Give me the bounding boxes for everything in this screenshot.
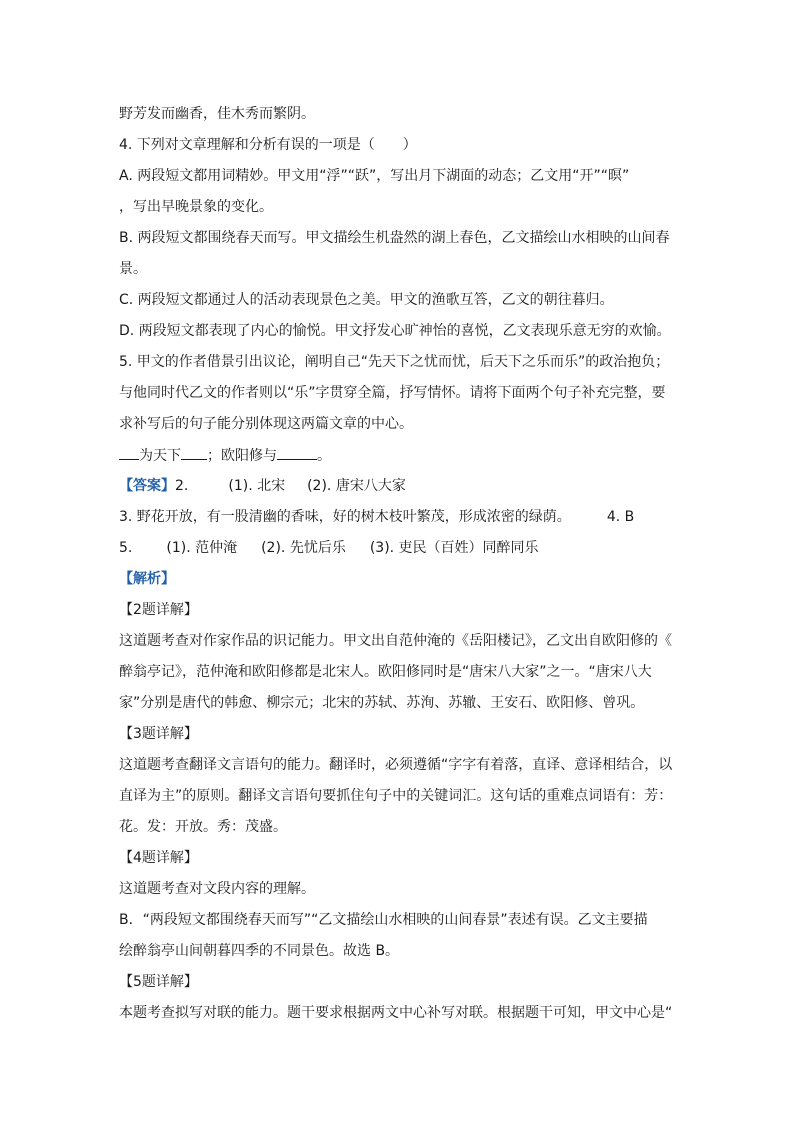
analysis-q3-line: 花。发：开放。秀：茂盛。 (119, 819, 287, 835)
section-q3-heading: 【3题详解】 (119, 726, 198, 742)
answer-q4: 4. B (606, 509, 635, 525)
answer-line-2 (119, 507, 679, 527)
question-5-stem: 5. 甲文的作者借景引出议论，阐明自己“先天下之忧而忧，后天下之乐而乐”的政治抱负； (119, 354, 670, 370)
question-4-option-d: D. 两段短文都表现了内心的愉悦。甲文抒发心旷神怡的喜悦，乙文表现乐意无穷的欢愉。 (119, 323, 671, 339)
answer-q5-part2: (2). 先忧后乐 (261, 540, 346, 556)
analysis-q2-line: 这道题考查对作家作品的识记能力。甲文出自范仲淹的《岳阳楼记》，乙文出自欧阳修的《 (119, 633, 672, 649)
answer-line-3 (119, 538, 679, 558)
answer-q5-part3: (3). 吏民（百姓）同醉同乐 (369, 540, 539, 556)
answer-q2-part2: (2). 唐宋八大家 (307, 478, 406, 494)
answer-q2-part1: (1). 北宋 (228, 478, 286, 494)
section-q5-heading: 【5题详解】 (119, 974, 198, 990)
analysis-q4-line: B．“两段短文都围绕春天而写”“乙文描绘山水相映的山间春景”表述有误。乙文主要描 (119, 912, 648, 928)
section-q4-heading: 【4题详解】 (119, 850, 198, 866)
answer-q3: 3. 野花开放，有一股清幽的香味，好的树木枝叶繁茂，形成浓密的绿荫。 (119, 509, 571, 525)
analysis-q4-line: 绘醉翁亭山间朝暮四季的不同景色。故选 B。 (119, 943, 400, 959)
question-4-option-c: C. 两段短文都通过人的活动表现景色之美。甲文的渔歌互答，乙文的朝往暮归。 (119, 292, 614, 308)
analysis-q4-line: 这道题考查对文段内容的理解。 (119, 881, 315, 897)
fill-text-1: 为天下 (139, 448, 181, 464)
question-4-stem: 4. 下列对文章理解和分析有误的一项是（ ） (119, 137, 417, 153)
question-4-option-b: B. 两段短文都围绕春天而写。甲文描绘生机盎然的湖上春色，乙文描绘山水相映的山间春 (119, 230, 670, 246)
analysis-q5-line: 本题考查拟写对联的能力。题干要求根据两文中心补写对联。根据题干可知，甲文中心是“ (119, 1005, 673, 1021)
answer-q2-number: 2. (175, 478, 189, 494)
fill-text-3: 。 (317, 448, 331, 464)
fill-blank-2 (181, 445, 207, 460)
question-5-stem-cont: 与他同时代乙文的作者则以“乐”字贯穿全篇，抒写情怀。请将下面两个句子补充完整，要 (119, 385, 666, 401)
analysis-q3-line: 这道题考查翻译文言语句的能力。翻译时，必须遵循“字字有着落，直译、意译相结合，以 (119, 757, 673, 773)
question-4-option-a: A. 两段短文都用词精妙。甲文用“浮”“跃”，写出月下湖面的动态；乙文用“开”“暝” (119, 168, 630, 184)
answer-line-1 (119, 476, 679, 496)
question-5-fill-line (119, 445, 679, 466)
passage-line: 野芳发而幽香，佳木秀而繁阴。 (119, 106, 315, 122)
answer-tag: 【答案】 (119, 478, 175, 494)
analysis-tag: 【解析】 (119, 571, 175, 587)
answer-q5-part1: (1). 范仲淹 (166, 540, 238, 556)
section-q2-heading: 【2题详解】 (119, 602, 198, 618)
question-4-option-b-cont: 景。 (119, 261, 147, 277)
fill-blank-3 (277, 445, 317, 460)
answer-q5-number: 5. (119, 540, 133, 556)
fill-text-2: ；欧阳修与 (207, 448, 277, 464)
analysis-q2-line: 醉翁亭记》，范仲淹和欧阳修都是北宋人。欧阳修同时是“唐宋八大家”之一。“唐宋八大 (119, 664, 652, 680)
question-4-option-a-cont: ，写出早晚景象的变化。 (119, 199, 273, 215)
analysis-q2-line: 家”分别是唐代的韩愈、柳宗元；北宋的苏轼、苏洵、苏辙、王安石、欧阳修、曾巩。 (119, 695, 645, 711)
fill-blank-1 (119, 445, 139, 460)
analysis-q3-line: 直译为主”的原则。翻译文言语句要抓住句子中的关键词汇。这句话的重难点词语有：芳： (119, 788, 673, 804)
question-5-stem-end: 求补写后的句子能分别体现这两篇文章的中心。 (119, 416, 413, 432)
